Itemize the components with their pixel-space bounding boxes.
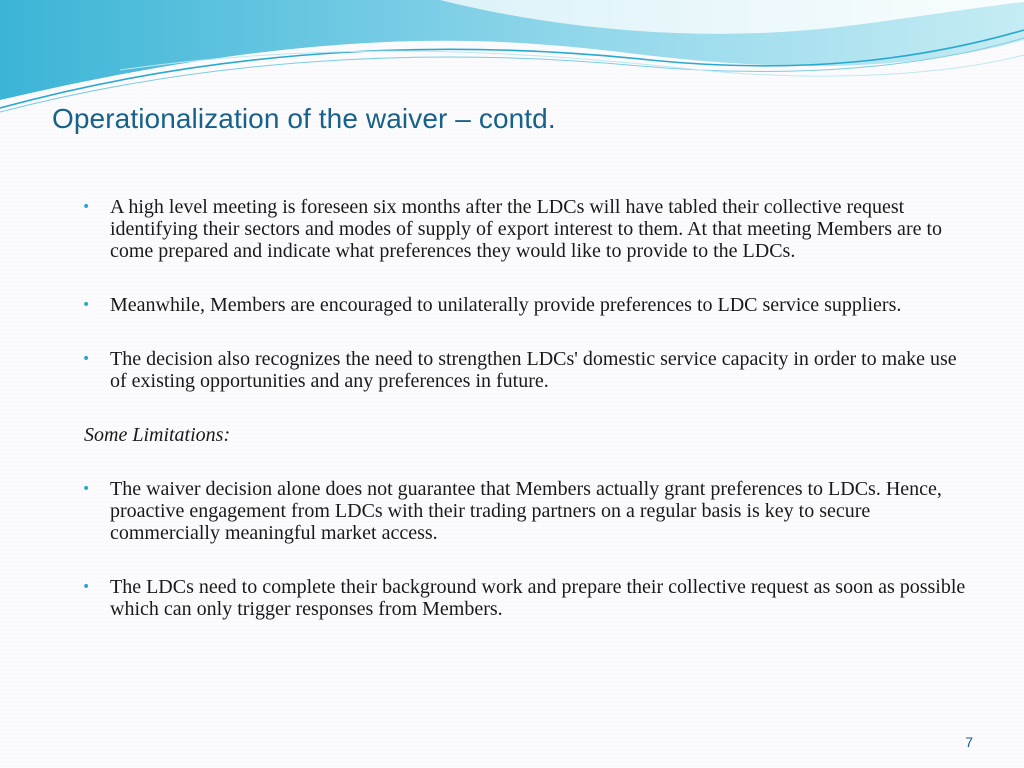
slide-body [82, 196, 972, 620]
bullet-text: Meanwhile, Members are encouraged to unilaterally provide preferences to LDC service suppliers. [110, 294, 902, 316]
bullet-text: The LDCs need to complete their background work and prepare their collective request as soon as possible which can only trigger responses from Members. [110, 576, 966, 620]
bullet-dot-icon: • [82, 199, 91, 215]
bullet-item [82, 478, 972, 544]
header-wave-decoration [0, 0, 1024, 120]
bullet-dot-icon: • [82, 579, 91, 595]
bullet-item [82, 576, 972, 620]
bullet-dot-icon: • [82, 351, 91, 367]
bullet-item [82, 348, 972, 392]
bullet-item [82, 196, 972, 262]
bullet-dot-icon: • [82, 481, 91, 497]
bullet-text: The decision also recognizes the need to strengthen LDCs' domestic service capacity in order to make use of existing opportunities and any preferences in future. [110, 348, 957, 392]
limitations-subheading: Some Limitations: [84, 424, 231, 446]
bullet-item [82, 294, 972, 316]
bullet-text: The waiver decision alone does not guarantee that Members actually grant preferences to LDCs. Hence, proactive engagement from LDCs with their trading partners on a regular basis is key to secure commercially meaningful market access. [110, 478, 942, 544]
page-number: 7 [965, 734, 973, 750]
bullet-dot-icon: • [82, 297, 91, 313]
bullet-text: A high level meeting is foreseen six months after the LDCs will have tabled their collective request identifying their sectors and modes of supply of export interest to them. At that meeting Members are to come prepared and indicate what preferences they would like to provide to the LDCs. [110, 196, 943, 262]
slide-title: Operationalization of the waiver – contd. [52, 103, 556, 134]
